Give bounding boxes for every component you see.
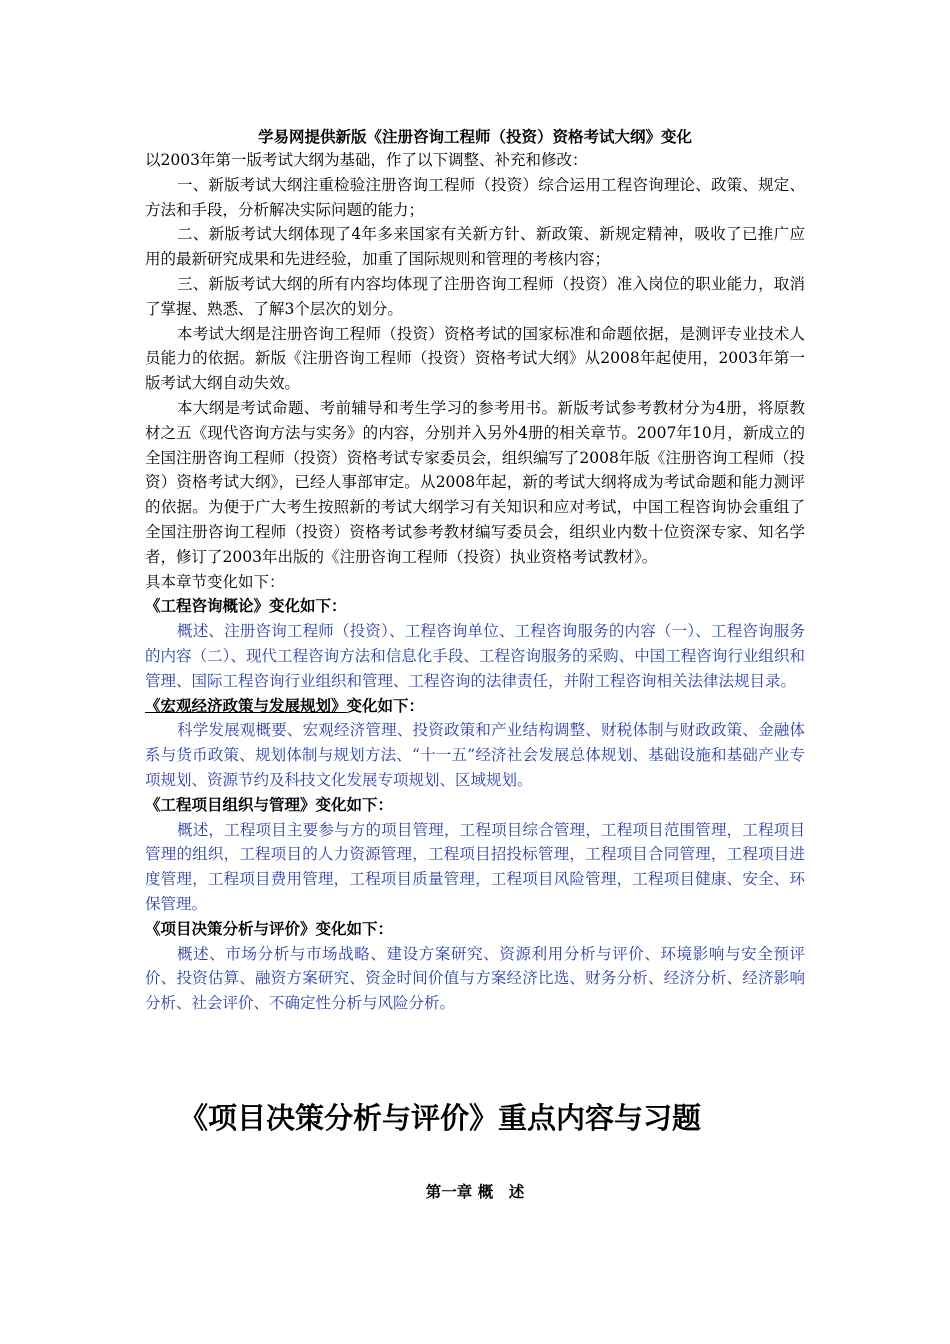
section-heading-2-text: 变化如下： — [346, 695, 425, 715]
document-page — [145, 126, 805, 1016]
section-body-1: 概述、注册咨询工程师（投资）、工程咨询单位、工程咨询服务的内容（一）、工程咨询服务的内容（二）、现代工程咨询方法和信息化手段、工程咨询服务的采购、中国工程咨询行业组织和管理、国际工程咨询行业组织和管理、工程咨询的法律责任，并附工程咨询相关法律法规目录。 — [145, 622, 805, 690]
section-body-4: 概述、市场分析与市场战略、建设方案研究、资源利用分析与评价、环境影响与安全预评价、投资估算、融资方案研究、资金时间价值与方案经济比选、财务分析、经济分析、经济影响分析、社会评价、不确定性分析与风险分析。 — [145, 944, 805, 1013]
section-heading-3 — [145, 793, 805, 818]
section-heading-4 — [145, 917, 805, 942]
point-paragraph-2: 二、新版考试大纲体现了4年多来国家有关新方针、新政策、新规定精神，吸收了已推广应用的最新研究成果和先进经验，加重了国际规则和管理的考核内容； — [145, 225, 805, 269]
document-title: 学易网提供新版《注册咨询工程师（投资）资格考试大纲》变化 — [257, 127, 692, 146]
standard-paragraph: 本考试大纲是注册咨询工程师（投资）资格考试的国家标准和命题依据，是测评专业技术人员能力的依据。新版《注册咨询工程师（投资）资格考试大纲》从2008年起使用，2003年第一版考试大纲自动失效。 — [145, 324, 805, 393]
intro-paragraph: 以2003年第一版考试大纲为基础，作了以下调整、补充和修改： — [145, 151, 588, 169]
section-heading-3-text: 《工程项目组织与管理》变化如下： — [145, 794, 394, 814]
section-heading-1 — [145, 594, 805, 619]
section-body-3: 概述，工程项目主要参与方的项目管理，工程项目综合管理，工程项目范围管理，工程项目管理的组织，工程项目的人力资源管理，工程项目招投标管理，工程项目合同管理，工程项目进度管理，工程项目费用管理，工程项目质量管理，工程项目风险管理，工程项目健康、安全、环保管理。 — [145, 820, 805, 913]
big-title: 《项目决策分析与评价》重点内容与习题 — [178, 1101, 701, 1135]
point-paragraph-3: 三、新版考试大纲的所有内容均体现了注册咨询工程师（投资）准入岗位的职业能力，取消了掌握、熟悉、了解3个层次的划分。 — [145, 274, 805, 318]
section-body-2: 科学发展观概要、宏观经济管理、投资政策和产业结构调整、财税体制与财政政策、金融体系与货币政策、规划体制与规划方法、“十一五”经济社会发展总体规划、基础设施和基础产业专项规划、资源节约及科技文化发展专项规划、区域规划。 — [145, 721, 805, 789]
point-paragraph-1: 一、新版考试大纲注重检验注册咨询工程师（投资）综合运用工程咨询理论、政策、规定、方法和手段，分析解决实际问题的能力； — [145, 175, 805, 219]
section-heading-1-text: 《工程咨询概论》变化如下： — [145, 596, 347, 616]
reference-paragraph: 本大纲是考试命题、考前辅导和考生学习的参考用书。新版考试参考教材分为4册，将原教材之五《现代咨询方法与实务》的内容，分别并入另外4册的相关章节。2007年10月，新成立的全国注册咨询工程师（投资）资格考试专家委员会，组织编写了2008年版《注册咨询工程师（投资）资格考试大纲》，已经人事部审定。从2008年起，新的考试大纲将成为考试命题和能力测评的依据。为便于广大考生按照新的考试大纲学习有关知识和应对考试，中国工程咨询协会重组了全国注册咨询工程师（投资）资格考试参考教材编写委员会，组织业内数十位资深专家、知名学者，修订了2003年出版的《注册咨询工程师（投资）执业资格考试教材》。 — [145, 398, 805, 566]
section-heading-4-text: 《项目决策分析与评价》变化如下： — [145, 918, 394, 938]
section-heading-2 — [145, 694, 805, 719]
chapters-intro: 具本章节变化如下： — [145, 572, 285, 591]
chapter-title: 第一章 概 述 — [425, 1182, 525, 1201]
section-heading-2-underlined: 《宏观经济政策与发展规划》 — [145, 695, 347, 715]
